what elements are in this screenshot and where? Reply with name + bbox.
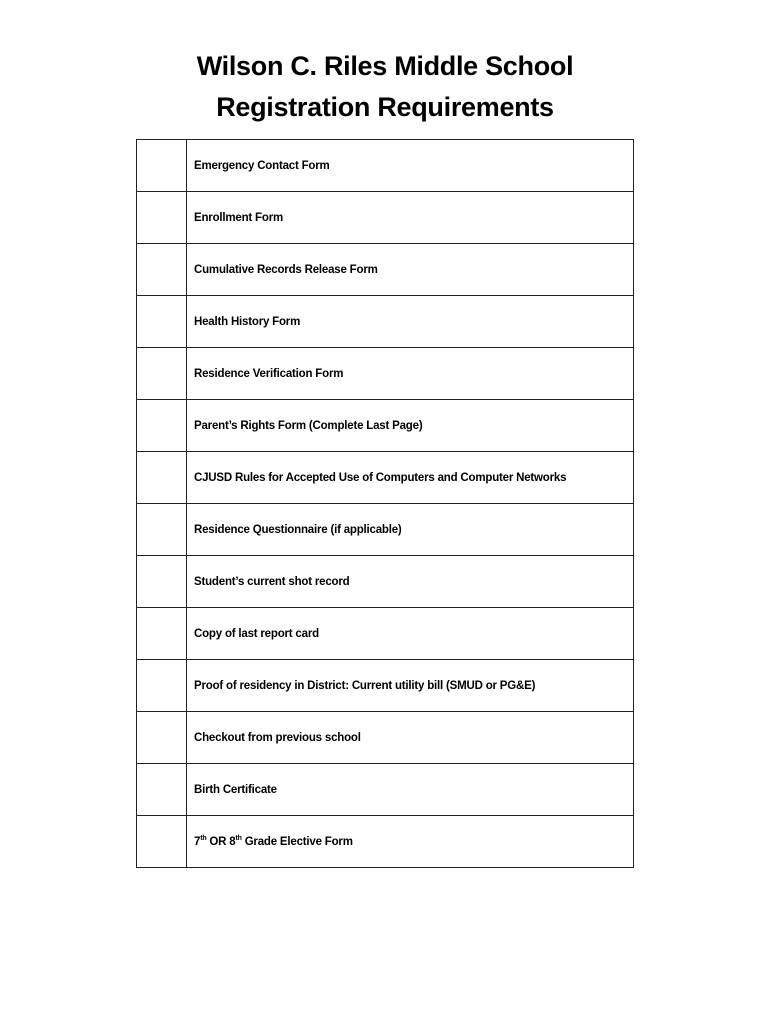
checklist-row <box>137 712 634 764</box>
checkbox-cell[interactable] <box>137 660 187 712</box>
checklist-row <box>137 608 634 660</box>
checklist-row <box>137 140 634 192</box>
requirement-label: Checkout from previous school <box>187 712 634 764</box>
checkbox-cell[interactable] <box>137 712 187 764</box>
checkbox-cell[interactable] <box>137 140 187 192</box>
checkbox-cell[interactable] <box>137 400 187 452</box>
requirement-label: Emergency Contact Form <box>187 140 634 192</box>
checklist-row <box>137 556 634 608</box>
requirement-label: Copy of last report card <box>187 608 634 660</box>
requirement-label: Residence Questionnaire (if applicable) <box>187 504 634 556</box>
checklist-row <box>137 400 634 452</box>
checkbox-cell[interactable] <box>137 816 187 868</box>
requirement-label: Health History Form <box>187 296 634 348</box>
document-subtitle: Registration Requirements <box>216 92 554 122</box>
ordinal-suffix: th <box>235 834 242 842</box>
checkbox-cell[interactable] <box>137 348 187 400</box>
checkbox-cell[interactable] <box>137 192 187 244</box>
requirement-label: Parent’s Rights Form (Complete Last Page) <box>187 400 634 452</box>
checklist-row <box>137 504 634 556</box>
checklist-row <box>137 660 634 712</box>
checklist-row <box>137 816 634 868</box>
checklist-row <box>137 348 634 400</box>
checklist-row <box>137 244 634 296</box>
checkbox-cell[interactable] <box>137 608 187 660</box>
grade-seven: 7 <box>194 835 201 848</box>
checkbox-cell[interactable] <box>137 296 187 348</box>
checklist-row <box>137 296 634 348</box>
checklist-row <box>137 764 634 816</box>
elective-form-label: Grade Elective Form <box>244 835 353 848</box>
requirement-label: Residence Verification Form <box>187 348 634 400</box>
checkbox-cell[interactable] <box>137 452 187 504</box>
checkbox-cell[interactable] <box>137 244 187 296</box>
requirement-label: Cumulative Records Release Form <box>187 244 634 296</box>
checklist-row <box>137 452 634 504</box>
requirement-label: CJUSD Rules for Accepted Use of Computers and Computer Networks <box>187 452 634 504</box>
requirement-label: Enrollment Form <box>187 192 634 244</box>
requirement-label: Proof of residency in District: Current utility bill (SMUD or PG&E) <box>187 660 634 712</box>
requirement-label: Birth Certificate <box>187 764 634 816</box>
or-connector: OR <box>206 835 230 848</box>
requirement-label: Student’s current shot record <box>187 556 634 608</box>
grade-eight: 8 <box>229 835 236 848</box>
checkbox-cell[interactable] <box>137 764 187 816</box>
checkbox-cell[interactable] <box>137 504 187 556</box>
document-title: Wilson C. Riles Middle School <box>196 51 574 81</box>
requirement-label-elective <box>187 816 634 868</box>
requirements-checklist <box>136 139 634 868</box>
ordinal-suffix: th <box>200 834 207 842</box>
document-header <box>0 46 770 128</box>
checkbox-cell[interactable] <box>137 556 187 608</box>
checklist-row <box>137 192 634 244</box>
